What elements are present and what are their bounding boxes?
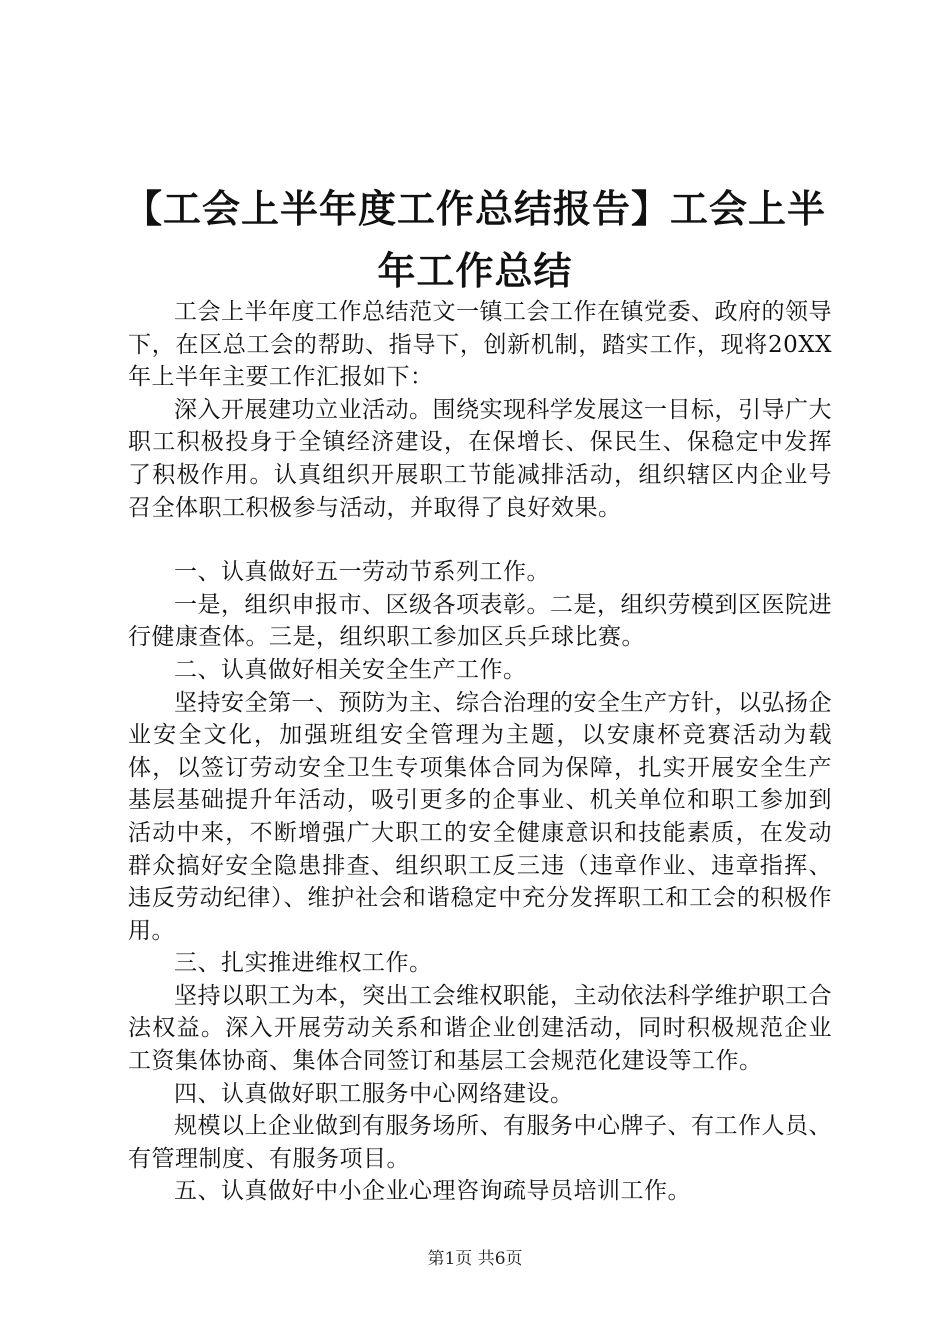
paragraph-activities: 深入开展建功立业活动。围绕实现科学发展这一目标，引导广大职工积极投身于全镇经济建设，在保增长、保民生、保稳定中发挥了积极作用。认真组织开展职工节能减排活动，组织辖区内企业号召全体职工积极参与活动，并取得了良好效果。 (128, 396, 832, 521)
paragraph-section-1: 一是，组织申报市、区级各项表彰。二是，组织劳模到区医院进行健康查体。三是，组织职工参加区兵乒球比赛。 (128, 591, 832, 651)
paragraph-section-4: 规模以上企业做到有服务场所、有服务中心牌子、有工作人员、有管理制度、有服务项目。 (128, 1113, 832, 1172)
paragraph-section-3: 坚持以职工为本，突出工会维权职能，主动依法科学维护职工合法权益。深入开展劳动关系和谐企业创建活动，同时积极规范企业工资集体协商、集体合同签订和基层工会规范化建设等工作。 (128, 982, 832, 1075)
page-number-footer: 第1页 共6页 (427, 1249, 523, 1269)
section-heading-4: 四、认真做好职工服务中心网络建设。 (174, 1080, 574, 1107)
section-heading-1: 一、认真做好五一劳动节系列工作。 (174, 559, 550, 586)
paragraph-intro: 工会上半年度工作总结范文一镇工会工作在镇党委、政府的领导下，在区总工会的帮助、指导下，创新机制，踏实工作，现将20XX年上半年主要工作汇报如下： (128, 299, 832, 391)
section-heading-5: 五、认真做好中小企业心理咨询疏导员培训工作。 (174, 1178, 691, 1205)
section-heading-2: 二、认真做好相关安全生产工作。 (174, 656, 527, 683)
document-body (128, 296, 832, 1208)
section-heading-3: 三、扎实推进维权工作。 (174, 950, 433, 977)
document-title: 【工会上半年度工作总结报告】工会上半年工作总结 (123, 187, 826, 293)
paragraph-section-2: 坚持安全第一、预防为主、综合治理的安全生产方针，以弘扬企业安全文化，加强班组安全管理为主题，以安康杯竞赛活动为载体，以签订劳动安全卫生专项集体合同为保障，扎实开展安全生产基层基础提升年活动，吸引更多的企事业、机关单位和职工参加到活动中来，不断增强广大职工的安全健康意识和技能素质，在发动群众搞好安全隐患排查、组织职工反三违（违章作业、违章指挥、违反劳动纪律）、维护社会和谐稳定中充分发挥职工和工会的积极作用。 (128, 689, 832, 944)
